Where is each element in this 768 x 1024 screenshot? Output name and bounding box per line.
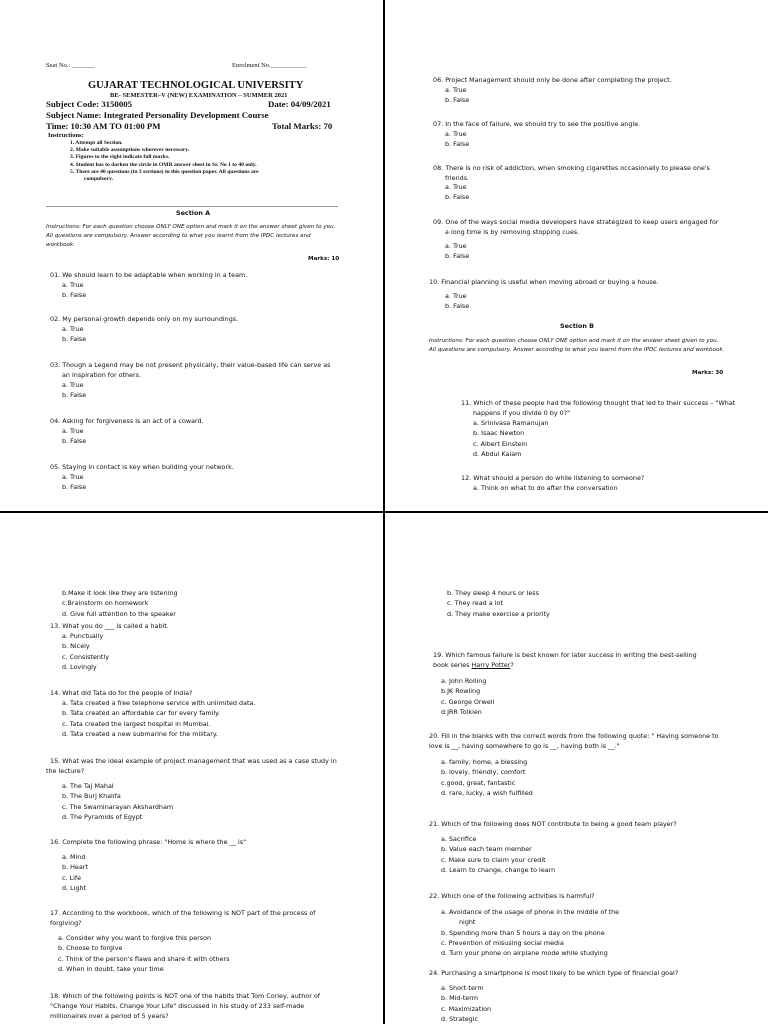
question-mark: ? bbox=[510, 661, 514, 669]
section-b-instructions: Instructions: For each question choose ONLY ONE option and mark it on the answer sheet given to you. All questions are compulsory. Answer according to what you learnt from the IPDC lectures and workbook. bbox=[429, 338, 725, 353]
question-24: 24. Purchasing a smartphone is most likely to be which type of financial goal? bbox=[429, 969, 679, 977]
option: b. The Burj Khalifa bbox=[62, 792, 121, 801]
question-15-cont: the lecture? bbox=[46, 767, 85, 775]
question-22: 22. Which one of the following activities is harmful? bbox=[429, 892, 595, 900]
option: b.Make it look like they are listening bbox=[62, 589, 178, 597]
option: a. Sacrifice bbox=[441, 835, 477, 843]
option: c.Brainstorm on homework bbox=[62, 599, 149, 608]
question-21-options bbox=[441, 834, 555, 875]
option: b. Value each team member bbox=[441, 845, 532, 854]
instruction-item: 5. There are 40 questions (in 3 sections) in this question paper. All questions are bbox=[70, 168, 259, 175]
question-1-options bbox=[62, 280, 86, 301]
option: a. True bbox=[445, 86, 467, 94]
option: d. Light bbox=[62, 883, 87, 892]
option: d. Strategic bbox=[441, 1014, 479, 1023]
question-1: 01. We should learn to be adaptable when working in a team. bbox=[50, 271, 248, 279]
instruction-item: compulsory. bbox=[84, 176, 114, 183]
book-title: Harry Potter bbox=[471, 661, 511, 669]
exam-date: Date: 04/09/2021 bbox=[268, 99, 331, 109]
subject-code: Subject Code: 3150005 bbox=[46, 99, 133, 109]
instructions-list bbox=[70, 140, 259, 183]
option: c. They read a lot bbox=[447, 599, 503, 608]
section-a-title: Section A bbox=[176, 209, 211, 217]
total-marks: Total Marks: 70 bbox=[272, 121, 333, 131]
question-19-text: book series bbox=[433, 661, 472, 669]
option: a. True bbox=[445, 183, 467, 191]
question-14-options bbox=[62, 698, 255, 739]
question-18-cont: "Change Your Habits, Change Your Life" discussed in his study of 233 self-made bbox=[50, 1002, 305, 1010]
question-17-cont: forgiving? bbox=[50, 919, 82, 927]
instruction-item: 4. Student has to darken the circle in OMR answer sheet in Sr. No 1 to 40 only. bbox=[70, 161, 257, 168]
question-12-options-cont bbox=[62, 588, 178, 619]
option: b. False bbox=[62, 483, 87, 492]
instruction-item: 2. Make suitable assumptions wherever necessary. bbox=[70, 147, 190, 154]
option: a. Avoidance of the usage of phone in the middle of the bbox=[441, 908, 620, 916]
question-17-options bbox=[58, 933, 229, 974]
option: a. Punctually bbox=[62, 632, 104, 640]
subject-name: Subject Name: Integrated Personality Development Course bbox=[46, 110, 269, 120]
option: d. Give full attention to the speaker bbox=[62, 609, 176, 618]
question-6: 06. Project Management should only be done after completing the project. bbox=[433, 76, 672, 84]
option: c. Tata created the largest hospital in Mumbai. bbox=[62, 719, 211, 728]
question-15-options bbox=[62, 781, 173, 822]
option: a. family, home, a blessing bbox=[441, 758, 528, 766]
section-b-title: Section B bbox=[560, 322, 595, 330]
option: d.JRR Tolkien bbox=[441, 707, 482, 716]
question-16-options bbox=[62, 852, 88, 893]
option: b. Isaac Newton bbox=[473, 429, 525, 438]
question-8-cont: friends. bbox=[445, 174, 470, 182]
question-10-options bbox=[445, 291, 469, 312]
question-19: 19. Which famous failure is best known for later success in writing the best-selling bbox=[433, 651, 697, 659]
question-8-options bbox=[445, 182, 469, 203]
question-15: 15. What was the ideal example of project management that was used as a case study in bbox=[50, 757, 337, 765]
option: b. False bbox=[62, 437, 87, 446]
option: c. Albert Einstein bbox=[473, 439, 528, 448]
option: b. False bbox=[62, 291, 87, 300]
option: c. The Swaminarayan Akshardham bbox=[62, 802, 174, 811]
option: a. Srinivasa Ramanujan bbox=[473, 419, 549, 427]
option: c. Make sure to claim your credit bbox=[441, 855, 546, 864]
question-20-options bbox=[441, 757, 533, 798]
option: c. Life bbox=[62, 873, 82, 882]
page-1 bbox=[0, 0, 383, 511]
section-a-marks: Marks: 10 bbox=[308, 256, 340, 262]
option: a. True bbox=[445, 242, 467, 250]
option: a. The Taj Mahal bbox=[62, 782, 114, 790]
option: a. True bbox=[62, 281, 84, 289]
option: a. True bbox=[62, 325, 84, 333]
question-5: 05. Staying in contact is key when building your network. bbox=[50, 463, 234, 471]
option: b. False bbox=[445, 252, 470, 261]
question-4: 04. Asking for forgiveness is an act of a coward. bbox=[50, 417, 204, 425]
option: d. Abdul Kalam bbox=[473, 449, 522, 458]
option: b. False bbox=[445, 140, 470, 149]
option: a. Mind bbox=[62, 853, 86, 861]
option: b. Spending more than 5 hours a day on the phone bbox=[441, 928, 605, 937]
section-b-marks: Marks: 30 bbox=[692, 370, 724, 376]
question-19-cont bbox=[433, 660, 514, 670]
section-rule bbox=[46, 206, 338, 207]
question-18-options bbox=[447, 588, 550, 619]
question-7: 07. In the face of failure, we should try to see the positive angle. bbox=[433, 120, 641, 128]
seat-no: Seat No.: _______ bbox=[46, 62, 95, 69]
option: d. rare, lucky, a wish fulfilled bbox=[441, 788, 533, 797]
question-18-cont2: millionaires over a period of 5 years? bbox=[50, 1012, 169, 1020]
section-a-instructions: Instructions: For each question choose ONLY ONE option and mark it on the answer sheet given to you. All questions are compulsory. Answer according to what you learnt from the IPDC lectures and workbook. bbox=[46, 224, 336, 248]
option: b. False bbox=[62, 335, 87, 344]
enrolment-no: Enrolment No.___________ bbox=[232, 62, 307, 69]
exam-time: Time: 10:30 AM TO 01:00 PM bbox=[46, 121, 161, 131]
option: d. Learn to change, change to learn bbox=[441, 865, 556, 874]
question-12: 12. What should a person do while listening to someone? bbox=[461, 474, 645, 482]
question-2-options bbox=[62, 324, 86, 345]
option: c. Consistently bbox=[62, 652, 109, 661]
option: b. False bbox=[62, 391, 87, 400]
university-title: GUJARAT TECHNOLOGICAL UNIVERSITY bbox=[88, 80, 304, 91]
question-9-cont: a long time is by removing stopping cues. bbox=[445, 228, 580, 236]
question-14: 14. What did Tata do for the people of India? bbox=[50, 689, 193, 697]
question-10: 10. Financial planning is useful when moving abroad or buying a house. bbox=[429, 278, 659, 286]
option: b. False bbox=[445, 193, 470, 202]
question-11-cont: happens if you divide 0 by 0?" bbox=[473, 409, 571, 417]
option: b. Mid-term bbox=[441, 994, 478, 1003]
question-2: 02. My personal growth depends only on my surroundings. bbox=[50, 315, 239, 323]
option: c. Think of the person's flaws and share it with others bbox=[58, 954, 230, 963]
question-22-options bbox=[441, 907, 619, 958]
page-2 bbox=[385, 0, 768, 511]
instruction-item: 3. Figures to the right indicate full marks. bbox=[70, 154, 170, 161]
page-3 bbox=[0, 513, 383, 1024]
question-9-options bbox=[445, 241, 469, 262]
question-3-cont: an inspiration for others. bbox=[62, 371, 142, 379]
question-24-options bbox=[441, 983, 491, 1024]
option: b.JK Rowling bbox=[441, 687, 481, 696]
option: c. Prevention of misusing social media bbox=[441, 938, 564, 947]
option: a. John Rolling bbox=[441, 677, 487, 685]
option: b. Heart bbox=[62, 863, 88, 872]
option: d. They make exercise a priority bbox=[447, 609, 550, 618]
page-4 bbox=[385, 513, 768, 1024]
question-4-options bbox=[62, 426, 86, 447]
option: d. Lovingly bbox=[62, 662, 97, 671]
exam-title: BE- SEMESTER–V (NEW) EXAMINATION – SUMMER 2021 bbox=[110, 92, 288, 99]
option: d. When in doubt, take your time bbox=[58, 964, 164, 973]
option: c.good, great, fantastic bbox=[441, 778, 516, 787]
question-19-options bbox=[441, 676, 494, 717]
option: b. Nicely bbox=[62, 642, 90, 651]
option: a. True bbox=[62, 381, 84, 389]
question-20-cont: love is __, having somewhere to go is __, having both is __." bbox=[429, 742, 620, 750]
option-cont: night bbox=[459, 918, 476, 927]
option: c. Maximization bbox=[441, 1004, 492, 1013]
question-3-options bbox=[62, 380, 86, 401]
option: d. Tata created a new submarine for the military. bbox=[62, 729, 218, 738]
option: b. False bbox=[445, 96, 470, 105]
option: b. False bbox=[445, 302, 470, 311]
option: a. True bbox=[62, 427, 84, 435]
question-9: 09. One of the ways social media developers have strategized to keep users engaged for bbox=[433, 218, 719, 226]
instructions-label: Instructions: bbox=[48, 132, 84, 139]
instruction-item: 1. Attempt all Section. bbox=[70, 140, 123, 146]
option: a. Consider why you want to forgive this person bbox=[58, 934, 212, 942]
question-17: 17. According to the workbook, which of the following is NOT part of the process of bbox=[50, 909, 316, 917]
option: a. Short-term bbox=[441, 984, 484, 992]
question-11-options bbox=[473, 418, 548, 459]
option: d. The Pyramids of Egypt bbox=[62, 812, 143, 821]
option: b. Tata created an affordable car for every family. bbox=[62, 709, 221, 718]
question-16: 16. Complete the following phrase: "Home is where the __ is" bbox=[50, 838, 247, 846]
question-6-options bbox=[445, 85, 469, 106]
option: a. True bbox=[62, 473, 84, 481]
option: a. True bbox=[445, 292, 467, 300]
option: d. Turn your phone on airplane mode while studying bbox=[441, 949, 608, 958]
question-21: 21. Which of the following does NOT contribute to being a good team player? bbox=[429, 820, 677, 828]
question-13-options bbox=[62, 631, 109, 672]
question-13: 13. What you do ___ is called a habit. bbox=[50, 622, 169, 630]
question-3: 03. Though a Legend may be not present physically, their value-based life can serve as bbox=[50, 361, 331, 369]
option: a. Think on what to do after the conversation bbox=[473, 484, 618, 492]
option: a. True bbox=[445, 130, 467, 138]
question-8: 08. There is no risk of addiction, when smoking cigarettes occasionally to please one's bbox=[433, 164, 710, 172]
question-20: 20. Fill in the blanks with the correct words from the following quote: " Having someone to bbox=[429, 732, 719, 740]
option: c. George Orwell bbox=[441, 697, 495, 706]
question-5-options bbox=[62, 472, 86, 493]
question-11: 11. Which of these people had the following thought that led to their success – "What bbox=[461, 399, 736, 407]
option: a. Tata created a free telephone service with unlimited data. bbox=[62, 699, 256, 707]
option: b. Choose to forgive bbox=[58, 944, 123, 953]
question-18: 18. Which of the following points is NOT one of the habits that Tom Corley, author of bbox=[50, 992, 321, 1000]
question-7-options bbox=[445, 129, 469, 150]
option: b. They sleep 4 hours or less bbox=[447, 589, 539, 597]
option: b. lovely, friendly, comfort bbox=[441, 768, 526, 777]
